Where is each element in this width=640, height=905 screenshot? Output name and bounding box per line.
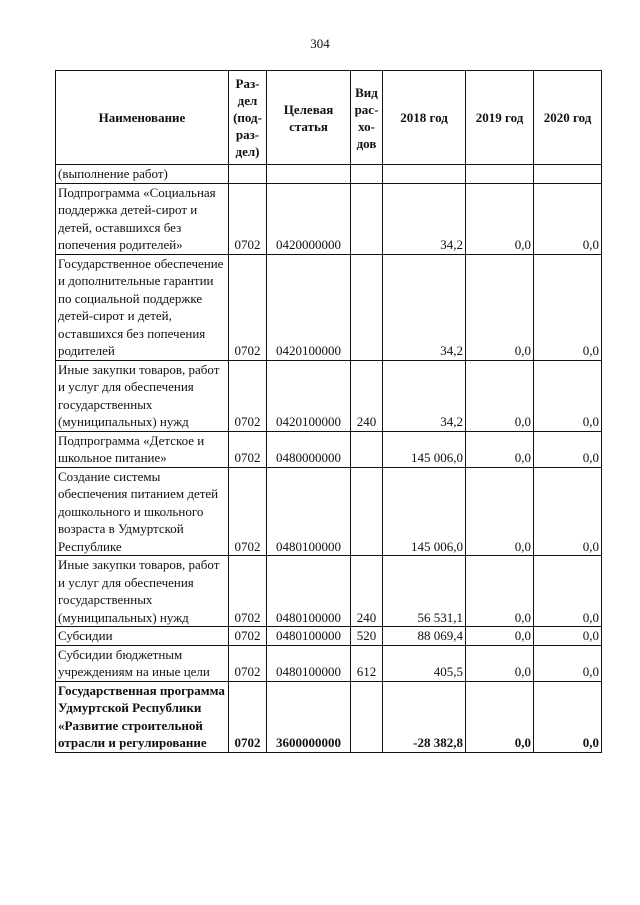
cell-2018: 34,2 bbox=[383, 254, 466, 360]
cell-name: Подпрограмма «Детское и школьное питание» bbox=[56, 431, 229, 467]
cell-name: Субсидии bbox=[56, 627, 229, 646]
cell-expense-type bbox=[351, 467, 383, 556]
cell-target: 0480100000 bbox=[267, 556, 351, 627]
cell-2018: 145 006,0 bbox=[383, 431, 466, 467]
cell-2019: 0,0 bbox=[466, 360, 534, 431]
table-row bbox=[56, 467, 602, 556]
header-target: Целевая статья bbox=[267, 71, 351, 165]
table-row bbox=[56, 254, 602, 360]
cell-2018: 405,5 bbox=[383, 645, 466, 681]
cell-2020: 0,0 bbox=[534, 183, 602, 254]
cell-2019: 0,0 bbox=[466, 431, 534, 467]
table-body bbox=[56, 165, 602, 753]
cell-2019: 0,0 bbox=[466, 627, 534, 646]
cell-2020: 0,0 bbox=[534, 556, 602, 627]
header-2019: 2019 год bbox=[466, 71, 534, 165]
cell-target: 0480100000 bbox=[267, 627, 351, 646]
table-row bbox=[56, 556, 602, 627]
cell-target: 0420100000 bbox=[267, 254, 351, 360]
cell-section: 0702 bbox=[229, 681, 267, 752]
header-2020: 2020 год bbox=[534, 71, 602, 165]
cell-2020: 0,0 bbox=[534, 627, 602, 646]
cell-section: 0702 bbox=[229, 360, 267, 431]
header-name: Наименование bbox=[56, 71, 229, 165]
cell-2018 bbox=[383, 165, 466, 184]
cell-2020: 0,0 bbox=[534, 360, 602, 431]
cell-name: Иные закупки товаров, работ и услуг для обеспечения государственных (муниципальных) нужд bbox=[56, 556, 229, 627]
cell-target: 0420000000 bbox=[267, 183, 351, 254]
table-row bbox=[56, 183, 602, 254]
table-row bbox=[56, 645, 602, 681]
cell-section bbox=[229, 165, 267, 184]
cell-name: (выполнение работ) bbox=[56, 165, 229, 184]
table-row bbox=[56, 360, 602, 431]
cell-expense-type bbox=[351, 165, 383, 184]
cell-expense-type: 612 bbox=[351, 645, 383, 681]
cell-target: 0420100000 bbox=[267, 360, 351, 431]
table-row bbox=[56, 681, 602, 752]
budget-table bbox=[55, 70, 602, 753]
header-expense-type: Вид рас-хо-дов bbox=[351, 71, 383, 165]
table-row bbox=[56, 431, 602, 467]
cell-2018: 88 069,4 bbox=[383, 627, 466, 646]
cell-section: 0702 bbox=[229, 467, 267, 556]
cell-name: Подпрограмма «Социальная поддержка детей-сирот и детей, оставшихся без попечения родителей» bbox=[56, 183, 229, 254]
cell-2019 bbox=[466, 165, 534, 184]
cell-section: 0702 bbox=[229, 627, 267, 646]
cell-2019: 0,0 bbox=[466, 645, 534, 681]
cell-2020: 0,0 bbox=[534, 467, 602, 556]
cell-2018: 34,2 bbox=[383, 183, 466, 254]
cell-target bbox=[267, 165, 351, 184]
cell-name: Иные закупки товаров, работ и услуг для обеспечения государственных (муниципальных) нужд bbox=[56, 360, 229, 431]
cell-2020: 0,0 bbox=[534, 645, 602, 681]
header-2018: 2018 год bbox=[383, 71, 466, 165]
cell-2018: 34,2 bbox=[383, 360, 466, 431]
cell-2018: -28 382,8 bbox=[383, 681, 466, 752]
cell-2020: 0,0 bbox=[534, 681, 602, 752]
cell-name: Субсидии бюджетным учреждениям на иные цели bbox=[56, 645, 229, 681]
cell-expense-type bbox=[351, 183, 383, 254]
cell-expense-type: 240 bbox=[351, 360, 383, 431]
cell-expense-type bbox=[351, 431, 383, 467]
table-header-row bbox=[56, 71, 602, 165]
cell-expense-type bbox=[351, 681, 383, 752]
cell-name: Государственная программа Удмуртской Республики «Развитие строительной отрасли и регулирование bbox=[56, 681, 229, 752]
cell-section: 0702 bbox=[229, 431, 267, 467]
cell-2019: 0,0 bbox=[466, 183, 534, 254]
cell-expense-type bbox=[351, 254, 383, 360]
cell-section: 0702 bbox=[229, 254, 267, 360]
cell-2020 bbox=[534, 165, 602, 184]
cell-2019: 0,0 bbox=[466, 556, 534, 627]
cell-section: 0702 bbox=[229, 183, 267, 254]
cell-2020: 0,0 bbox=[534, 431, 602, 467]
cell-section: 0702 bbox=[229, 556, 267, 627]
cell-2019: 0,0 bbox=[466, 681, 534, 752]
page-number: 304 bbox=[310, 36, 330, 51]
cell-2018: 145 006,0 bbox=[383, 467, 466, 556]
cell-section: 0702 bbox=[229, 645, 267, 681]
cell-name: Государственное обеспечение и дополнительные гарантии по социальной поддержке детей-сирот и детей, оставшихся без попечения родителей bbox=[56, 254, 229, 360]
cell-target: 3600000000 bbox=[267, 681, 351, 752]
cell-name: Создание системы обеспечения питанием детей дошкольного и школьного возраста в Удмуртской Республике bbox=[56, 467, 229, 556]
cell-2018: 56 531,1 bbox=[383, 556, 466, 627]
table-row bbox=[56, 165, 602, 184]
cell-expense-type: 520 bbox=[351, 627, 383, 646]
cell-target: 0480100000 bbox=[267, 467, 351, 556]
cell-2019: 0,0 bbox=[466, 467, 534, 556]
cell-2019: 0,0 bbox=[466, 254, 534, 360]
header-section: Раз-дел (под-раз-дел) bbox=[229, 71, 267, 165]
cell-target: 0480100000 bbox=[267, 645, 351, 681]
cell-2020: 0,0 bbox=[534, 254, 602, 360]
table-row bbox=[56, 627, 602, 646]
cell-expense-type: 240 bbox=[351, 556, 383, 627]
cell-target: 0480000000 bbox=[267, 431, 351, 467]
